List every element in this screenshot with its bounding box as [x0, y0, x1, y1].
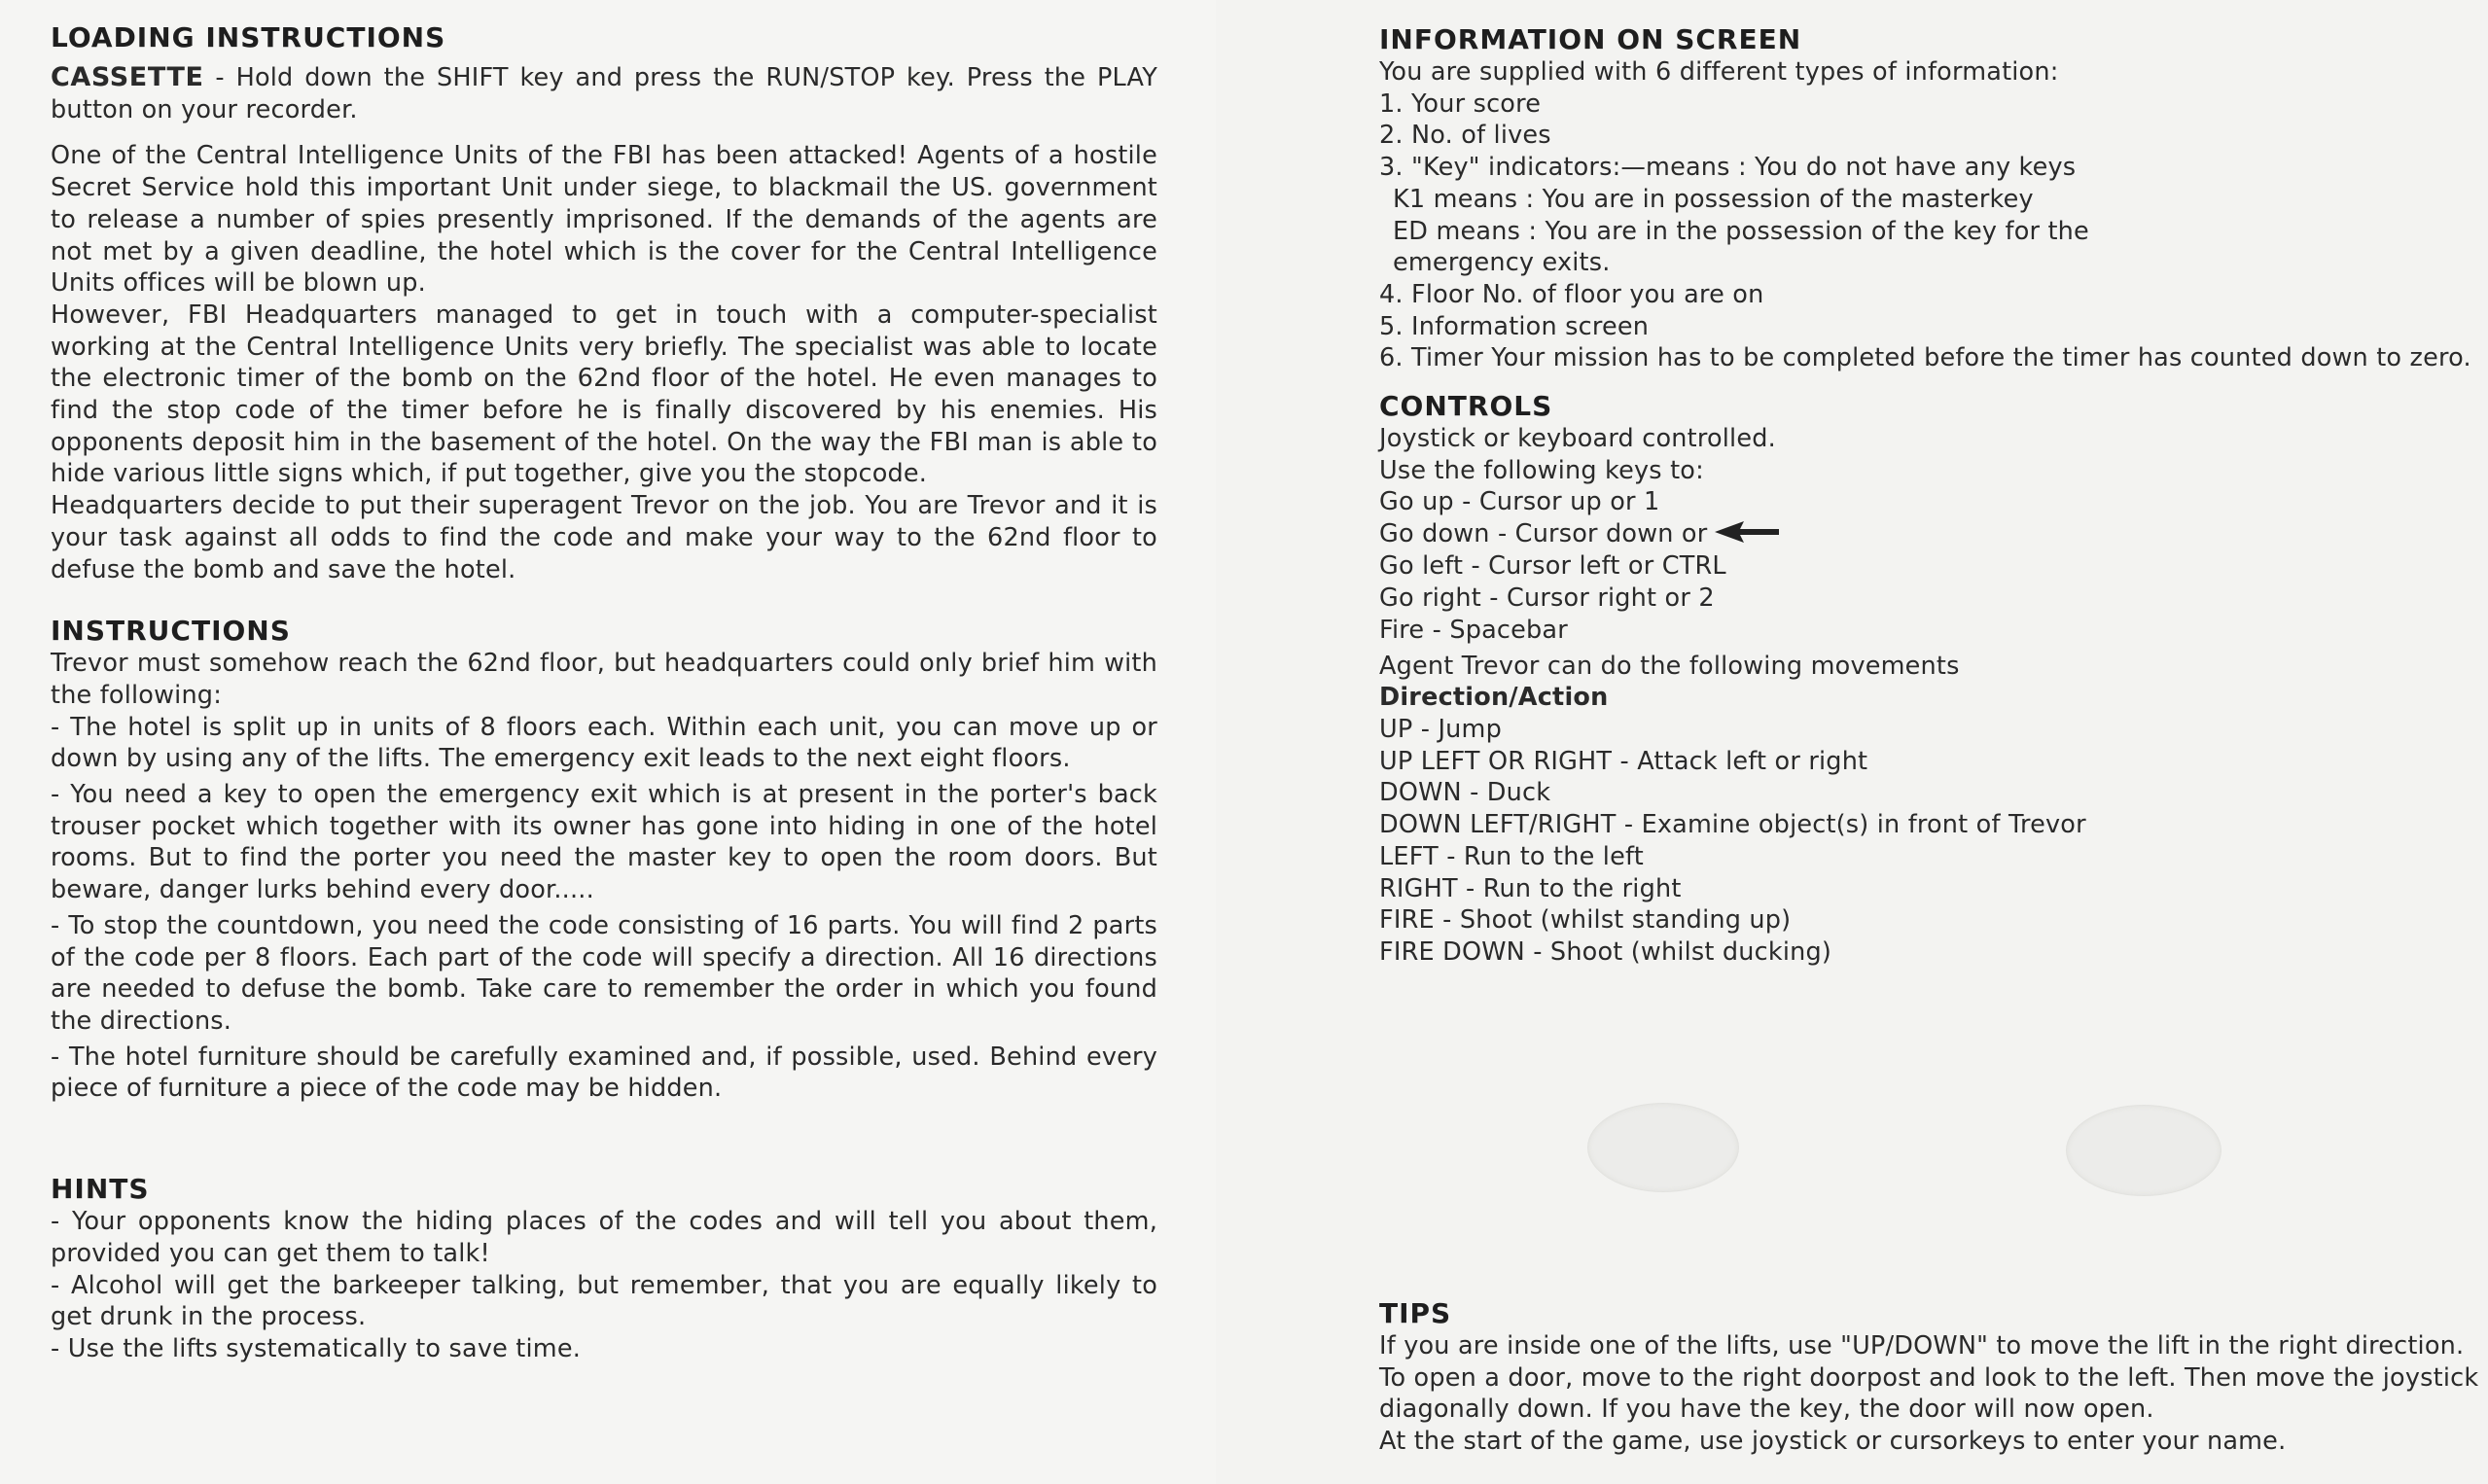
- instruction-item-units: - The hotel is split up in units of 8 floors each. Within each unit, you can move up or down by using any of the lifts. The emergency exit leads to the next eight floors.: [51, 712, 1157, 774]
- info-item: 1. Your score: [1379, 88, 1542, 119]
- info-item: K1 means : You are in possession of the masterkey: [1393, 184, 2034, 214]
- movement-item: LEFT - Run to the left: [1379, 841, 1644, 871]
- controls-line: Joystick or keyboard controlled.: [1379, 424, 1776, 454]
- info-item: 3. "Key" indicators:—means : You do not have any keys: [1379, 153, 2077, 183]
- story-paragraph-2: However, FBI Headquarters managed to get in touch with a computer-specialist working at the Central Intelligence Units very briefly. The specialist was able to locate the electronic timer of the bomb on the 62nd floor of the hotel. He even manages to find the stop code of the timer before he is finally discovered by his enemies. His opponents deposit him in the basement of the hotel. On the way the FBI man is able to hide various little signs which, if put together, give you the stopcode.: [51, 300, 1157, 489]
- movement-item: RIGHT - Run to the right: [1379, 873, 1682, 903]
- info-item: emergency exits.: [1393, 248, 1611, 278]
- instruction-item-furniture: - The hotel furniture should be carefully examined and, if possible, used. Behind every piece of furniture a piece of the code may be hidden.: [51, 1042, 1157, 1104]
- instruction-item-code: - To stop the countdown, you need the code consisting of 16 parts. You will find 2 parts of the code per 8 floors. Each part of the code will specify a direction. All 16 directions are needed to defuse the bomb. Take care to remember the order in which you found the directions.: [51, 910, 1157, 1036]
- left-page: [0, 0, 1216, 1484]
- story-paragraph-1: One of the Central Intelligence Units of the FBI has been attacked! Agents of a hostile Secret Service hold this important Unit under siege, to blackmail the US. government to release a number of spies presently imprisoned. If the demands of the agents are not met by a given deadline, the hotel which is the cover for the Central Intelligence Units offices will be blown up.: [51, 141, 1157, 299]
- hint-item-opponents: - Your opponents know the hiding places of the codes and will tell you about them, provided you can get them to talk!: [51, 1207, 1157, 1268]
- tip-item: At the start of the game, use joystick or cursorkeys to enter your name.: [1379, 1427, 2287, 1457]
- controls-line: Go right - Cursor right or 2: [1379, 583, 1715, 614]
- go-down-text: Go down - Cursor down or: [1379, 519, 1708, 549]
- movement-item: UP LEFT OR RIGHT - Attack left or right: [1379, 746, 1868, 776]
- instruction-item-key: - You need a key to open the emergency exit which is at present in the porter's back trouser pocket which together with its owner has gone into hiding in one of the hotel rooms. But to find the porter you need the master key to open the room doors. But beware, danger lurks behind every door.....: [51, 780, 1157, 905]
- information-on-screen-heading: INFORMATION ON SCREEN: [1379, 23, 1802, 55]
- hints-heading: HINTS: [51, 1173, 150, 1206]
- info-item: ED means : You are in the possession of the key for the: [1393, 216, 2089, 246]
- movements-intro: Agent Trevor can do the following movements: [1379, 651, 1960, 681]
- cassette-label: CASSETTE: [51, 62, 204, 92]
- hint-item-alcohol: - Alcohol will get the barkeeper talking, but remember, that you are equally likely to get drunk in the process.: [51, 1270, 1157, 1332]
- hint-item-lifts: - Use the lifts systematically to save time.: [51, 1333, 582, 1363]
- tip-item: If you are inside one of the lifts, use "UP/DOWN" to move the lift in the right direction.: [1379, 1331, 2465, 1360]
- controls-line: Use the following keys to:: [1379, 455, 1704, 485]
- info-item: 6. Timer Your mission has to be completed before the timer has counted down to zero.: [1379, 343, 2471, 373]
- controls-heading: CONTROLS: [1379, 390, 1553, 423]
- movement-item: DOWN - Duck: [1379, 778, 1551, 808]
- loading-instructions-heading: LOADING INSTRUCTIONS: [51, 21, 446, 53]
- direction-action-header: Direction/Action: [1379, 683, 1609, 713]
- movement-item: FIRE - Shoot (whilst standing up): [1379, 905, 1792, 936]
- tip-item: To open a door, move to the right doorpost and look to the left. Then move the joystick diagonally down. If you have the key, the door will now open.: [1379, 1362, 2479, 1425]
- info-item: 5. Information screen: [1379, 311, 1650, 341]
- holder-tab-left: [1587, 1103, 1739, 1192]
- tips-section: [1379, 1297, 2488, 1458]
- controls-line: Go left - Cursor left or CTRL: [1379, 551, 1726, 582]
- info-item: 4. Floor No. of floor you are on: [1379, 279, 1764, 309]
- info-intro: You are supplied with 6 different types of information:: [1379, 57, 2059, 87]
- controls-line-go-down: [1379, 518, 2488, 550]
- instructions-heading: INSTRUCTIONS: [51, 615, 291, 648]
- holder-tab-right: [2066, 1105, 2221, 1196]
- movement-item: UP - Jump: [1379, 715, 1502, 744]
- movement-item: DOWN LEFT/RIGHT - Examine object(s) in front of Trevor: [1379, 810, 2086, 840]
- right-page: [1216, 0, 2488, 1484]
- instructions-intro: Trevor must somehow reach the 62nd floor, but headquarters could only brief him with the following:: [51, 649, 1157, 710]
- info-item: 2. No. of lives: [1379, 121, 1551, 151]
- story-paragraph-3: Headquarters decide to put their superagent Trevor on the job. You are Trevor and it is your task against all odds to find the code and make your way to the 62nd floor to defuse the bomb and save the hotel.: [51, 491, 1157, 584]
- left-arrow-icon: [1715, 519, 1779, 551]
- tips-heading: TIPS: [1379, 1297, 1452, 1329]
- controls-line: Go up - Cursor up or 1: [1379, 487, 1660, 517]
- cassette-paragraph: [51, 62, 1157, 125]
- cassette-text: - Hold down the SHIFT key and press the RUN/STOP key. Press the PLAY button on your recorder.: [51, 63, 1157, 124]
- controls-line: Fire - Spacebar: [1379, 615, 1568, 645]
- movement-item: FIRE DOWN - Shoot (whilst ducking): [1379, 936, 1832, 967]
